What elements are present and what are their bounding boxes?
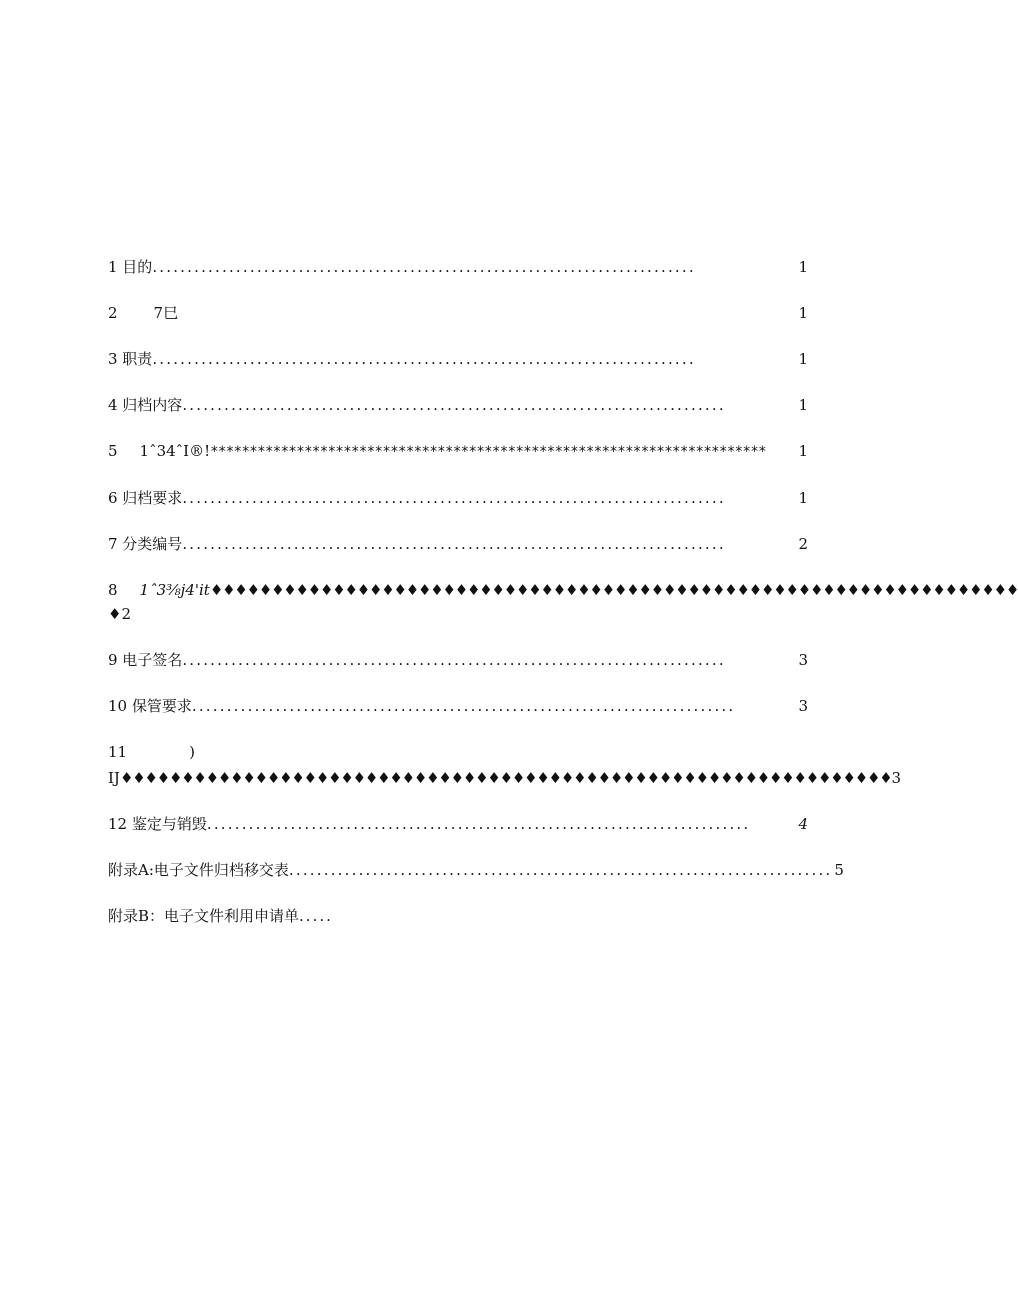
toc-entry-1[interactable] [108, 256, 808, 278]
toc-leader-dots: .............................................................................. [206, 815, 751, 833]
toc-entry-label: 6 归档要求 [108, 489, 183, 507]
toc-entry-9[interactable] [108, 649, 808, 671]
toc-entry-label [108, 302, 178, 324]
toc-entry-label: 9 电子签名 [108, 651, 183, 669]
toc-page-number: 2 [798, 535, 808, 553]
toc-page-number: 1 [798, 442, 808, 460]
toc-entry-8[interactable] [108, 579, 1018, 625]
toc-leader-stars: *********************************************************************** [210, 444, 766, 460]
toc-page-number: 1 [798, 350, 808, 368]
toc-leader-dots: .............................................................................. [182, 535, 726, 553]
toc-page-number: 3 [891, 769, 902, 787]
toc-leader-diamonds: ♦♦♦♦♦♦♦♦♦♦♦♦♦♦♦♦♦♦♦♦♦♦♦♦♦♦♦♦♦♦♦♦♦♦♦♦♦♦♦♦♦♦♦♦♦♦♦♦♦♦♦♦♦♦♦♦♦♦♦♦♦♦♦♦♦♦ [209, 581, 1018, 599]
toc-page-number: 1 [798, 258, 808, 276]
toc-leader-dots: .............................................................................. [182, 396, 726, 414]
toc-entry-label [108, 440, 210, 462]
toc-entry-line-2 [108, 767, 902, 789]
toc-leader-dots: .............................................................................. [182, 489, 726, 507]
toc-entry-label: 附录B：电子文件利用申请单 [108, 907, 300, 925]
toc-entry-number: 8 [108, 581, 118, 599]
toc-page-number: 1 [798, 396, 808, 414]
toc-leader-diamonds: ♦♦♦♦♦♦♦♦♦♦♦♦♦♦♦♦♦♦♦♦♦♦♦♦♦♦♦♦♦♦♦♦♦♦♦♦♦♦♦♦♦♦♦♦♦♦♦♦♦♦♦♦♦♦♦♦♦♦♦♦♦♦♦ [119, 769, 892, 787]
toc-entry-4[interactable] [108, 394, 808, 416]
toc-entry-appendix-a[interactable] [108, 859, 844, 881]
toc-leader-dots: .............................................................................. [152, 350, 696, 368]
toc-entry-7[interactable] [108, 533, 808, 555]
toc-entry-title: 7巳 [153, 304, 179, 322]
toc-page-number: 1 [798, 489, 808, 507]
toc-leader-dots: .............................................................................. [182, 651, 726, 669]
toc-entry-12[interactable] [108, 813, 808, 835]
toc-entry-title-continued: IJ [108, 769, 120, 787]
toc-page-number: 3 [798, 697, 808, 715]
toc-entry-number: 11 [108, 743, 128, 761]
toc-entry-number: 2 [108, 304, 118, 322]
toc-entry-line-1 [108, 741, 808, 763]
toc-entry-title: 1ˆ3⅜j4'it [139, 581, 210, 599]
toc-page-number: 5 [834, 861, 844, 879]
toc-leader-dots: .............................................................................. [191, 697, 736, 715]
toc-entry-line-2: ♦2 [108, 605, 131, 623]
toc-entry-line-1 [108, 579, 1018, 601]
toc-page-number: 3 [798, 651, 808, 669]
toc-leader-dots: .............................................................................. [152, 258, 696, 276]
toc-entry-label: 10 保管要求 [108, 697, 192, 715]
toc-leader-dots: ..... [299, 907, 333, 925]
toc-entry-11[interactable] [108, 741, 902, 789]
toc-entry-label: 3 职责 [108, 350, 153, 368]
toc-entry-6[interactable] [108, 487, 808, 509]
toc-entry-label: 4 归档内容 [108, 396, 183, 414]
toc-entry-appendix-b[interactable] [108, 905, 808, 927]
toc-entry-label: 附录A:电子文件归档移交表 [108, 861, 289, 879]
toc-entry-5[interactable] [108, 440, 808, 463]
toc-page-number: 4 [798, 815, 808, 833]
toc-entry-label: 1 目的 [108, 258, 153, 276]
toc-entry-3[interactable] [108, 348, 808, 370]
toc-entry-label: 12 鉴定与销毁 [108, 815, 207, 833]
toc-entry-label: 7 分类编号 [108, 535, 183, 553]
toc-leader-dots: .............................................................................. [288, 861, 833, 879]
toc-entry-2[interactable] [108, 302, 808, 324]
table-of-contents [108, 256, 1018, 951]
toc-entry-title: ) [189, 743, 195, 761]
toc-entry-number: 5 [108, 442, 118, 460]
toc-entry-title: 1ˆ34ˆI®! [139, 442, 211, 460]
toc-page-number: 1 [798, 304, 808, 322]
toc-entry-10[interactable] [108, 695, 808, 717]
